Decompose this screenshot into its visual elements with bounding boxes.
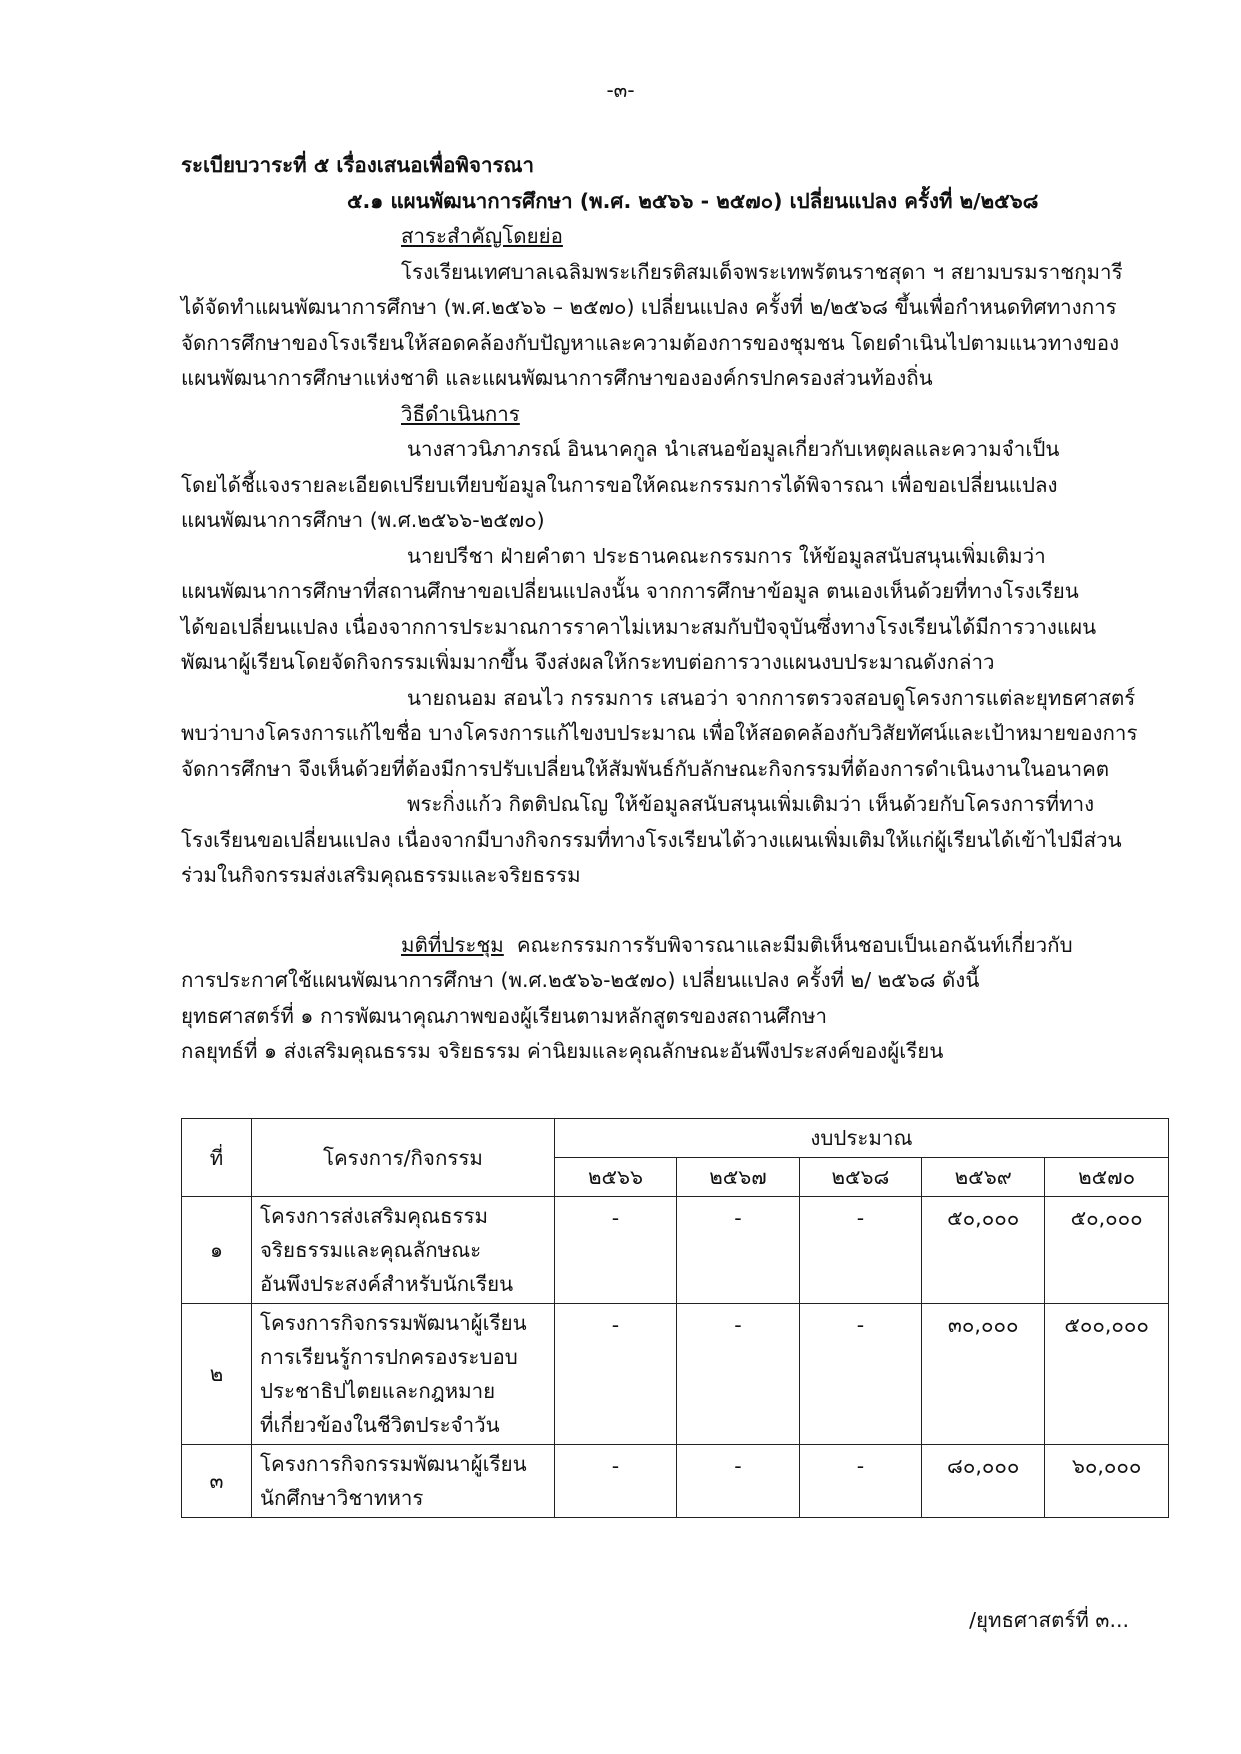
agenda-heading: ระเบียบวาระที่ ๕ เรื่องเสนอเพื่อพิจารณา	[181, 153, 535, 177]
table-header-row	[182, 1119, 1169, 1158]
procedure-line: โรงเรียนขอเปลี่ยนแปลง เนื่องจากมีบางกิจกรรมที่ทางโรงเรียนได้วางแผนเพิ่มเติมให้แก่ผู้เรียนได้เข้าไปมีส่วน	[181, 827, 1122, 852]
resolution-paragraph	[181, 928, 1141, 1070]
table-row	[182, 1197, 1169, 1304]
tactic-line: กลยุทธ์ที่ ๑ ส่งเสริมคุณธรรม จริยธรรม ค่านิยมและคุณลักษณะอันพึงประสงค์ของผู้เรียน	[181, 1039, 944, 1063]
procedure-line: โดยได้ชี้แจงรายละเอียดเปรียบเทียบข้อมูลในการขอให้คณะกรรมการได้พิจารณา เพื่อขอเปลี่ยนแปลง	[181, 472, 1058, 497]
header-year: ๒๕๖๗	[677, 1158, 800, 1197]
budget-cell: ๕๐,๐๐๐	[922, 1197, 1045, 1304]
procedure-line: แผนพัฒนาการศึกษา (พ.ศ.๒๕๖๖-๒๕๗๐)	[181, 508, 545, 532]
budget-cell: -	[799, 1304, 922, 1445]
summary-paragraph	[181, 255, 1141, 397]
table-row	[182, 1304, 1169, 1445]
table-row	[182, 1445, 1169, 1518]
procedure-line: นางสาวนิภาภรณ์ อินนาคกูล นำเสนอข้อมูลเกี่ยวกับเหตุผลและความจำเป็น	[407, 437, 1060, 461]
project-line: นักศึกษาวิชาทหาร	[260, 1486, 424, 1510]
project-line: การเรียนรู้การปกครองระบอบ	[260, 1345, 518, 1369]
budget-table	[181, 1118, 1169, 1518]
procedure-line: นายถนอม สอนไว กรรมการ เสนอว่า จากการตรวจสอบดูโครงการแต่ละยุทธศาสตร์	[407, 685, 1136, 710]
header-no: ที่	[182, 1119, 252, 1197]
procedure-line: พัฒนาผู้เรียนโดยจัดกิจกรรมเพิ่มมากขึ้น จึงส่งผลให้กระทบต่อการวางแผนงบประมาณดังกล่าว	[181, 650, 995, 674]
procedure-line: นายปรีชา ฝ่ายคำตา ประธานคณะกรรมการ ให้ข้อมูลสนับสนุนเพิ่มเติมว่า	[407, 543, 1046, 568]
next-page-continuation: /ยุทธศาสตร์ที่ ๓...	[969, 1608, 1129, 1632]
budget-cell: ๖๐,๐๐๐	[1045, 1445, 1169, 1518]
budget-cell: -	[554, 1197, 676, 1304]
header-project: โครงการ/กิจกรรม	[252, 1119, 555, 1197]
project-line: โครงการกิจกรรมพัฒนาผู้เรียน	[260, 1311, 527, 1335]
document-body	[181, 148, 1141, 1070]
summary-line: แผนพัฒนาการศึกษาแห่งชาติ และแผนพัฒนาการศึกษาขององค์กรปกครองส่วนท้องถิ่น	[181, 366, 933, 390]
header-year: ๒๕๖๙	[922, 1158, 1045, 1197]
project-cell	[252, 1304, 555, 1445]
procedure-paragraph	[181, 432, 1141, 539]
summary-line: ได้จัดทำแผนพัฒนาการศึกษา (พ.ศ.๒๕๖๖ – ๒๕๗๐) เปลี่ยนแปลง ครั้งที่ ๒/๒๕๖๘ ขึ้นเพื่อกำหนดทิศทางการ	[181, 295, 1117, 319]
header-year: ๒๕๖๘	[799, 1158, 922, 1197]
budget-cell: -	[554, 1304, 676, 1445]
budget-cell: ๓๐,๐๐๐	[922, 1304, 1045, 1445]
summary-line: โรงเรียนเทศบาลเฉลิมพระเกียรติสมเด็จพระเทพรัตนราชสุดา ฯ สยามบรมราชกุมารี	[401, 259, 1123, 284]
page-number: -๓-	[606, 78, 635, 102]
budget-cell: -	[554, 1445, 676, 1518]
strategy-line: ยุทธศาสตร์ที่ ๑ การพัฒนาคุณภาพของผู้เรียนตามหลักสูตรของสถานศึกษา	[181, 1003, 828, 1028]
project-line: อันพึงประสงค์สำหรับนักเรียน	[260, 1272, 514, 1296]
budget-cell: ๕๐,๐๐๐	[1045, 1197, 1169, 1304]
row-number: ๒	[182, 1304, 252, 1445]
resolution-line: การประกาศใช้แผนพัฒนาการศึกษา (พ.ศ.๒๕๖๖-๒๕๗๐) เปลี่ยนแปลง ครั้งที่ ๒/ ๒๕๖๘ ดังนี้	[181, 968, 980, 992]
procedure-paragraph	[181, 787, 1141, 894]
budget-cell: -	[799, 1197, 922, 1304]
summary-label: สาระสำคัญโดยย่อ	[401, 224, 563, 248]
budget-cell: -	[799, 1445, 922, 1518]
procedure-line: พระกิ่งแก้ว กิตติปณโญ ให้ข้อมูลสนับสนุนเพิ่มเติมว่า เห็นด้วยกับโครงการที่ทาง	[407, 792, 1095, 816]
header-budget: งบประมาณ	[554, 1119, 1168, 1158]
procedure-paragraph	[181, 539, 1141, 681]
paragraph-gap	[181, 894, 1141, 928]
summary-label-line	[181, 219, 1141, 255]
procedure-line: ร่วมในกิจกรรมส่งเสริมคุณธรรมและจริยธรรม	[181, 863, 581, 887]
procedure-label-line	[181, 397, 1141, 433]
procedure-line: ได้ขอเปลี่ยนแปลง เนื่องจากการประมาณการราคาไม่เหมาะสมกับปัจจุบันซึ่งทางโรงเรียนได้มีการวางแผน	[181, 614, 1097, 639]
budget-cell: -	[677, 1197, 800, 1304]
project-line: โครงการกิจกรรมพัฒนาผู้เรียน	[260, 1452, 527, 1476]
procedure-paragraph	[181, 681, 1141, 788]
resolution-label: มติที่ประชุม	[401, 932, 504, 957]
procedure-line: จัดการศึกษา จึงเห็นด้วยที่ต้องมีการปรับเปลี่ยนให้สัมพันธ์กับลักษณะกิจกรรมที่ต้องการดำเนินงานในอนาคต	[181, 756, 1110, 781]
project-line: จริยธรรมและคุณลักษณะ	[260, 1238, 482, 1262]
budget-cell: ๘๐,๐๐๐	[922, 1445, 1045, 1518]
row-number: ๓	[182, 1445, 252, 1518]
row-number: ๑	[182, 1197, 252, 1304]
project-line: ประชาธิปไตยและกฎหมาย	[260, 1379, 496, 1403]
budget-cell: ๕๐๐,๐๐๐	[1045, 1304, 1169, 1445]
budget-cell: -	[677, 1445, 800, 1518]
resolution-first-line	[181, 928, 1141, 964]
header-year: ๒๕๗๐	[1045, 1158, 1169, 1197]
item-heading: ๕.๑ แผนพัฒนาการศึกษา (พ.ศ. ๒๕๖๖ - ๒๕๗๐) เปลี่ยนแปลง ครั้งที่ ๒/๒๕๖๘	[347, 188, 1039, 213]
project-cell	[252, 1445, 555, 1518]
procedure-label: วิธีดำเนินการ	[401, 401, 520, 426]
project-line: ที่เกี่ยวข้องในชีวิตประจำวัน	[260, 1413, 500, 1437]
resolution-text: คณะกรรมการรับพิจารณาและมีมติเห็นชอบเป็นเอกฉันท์เกี่ยวกับ	[503, 932, 1073, 957]
summary-line: จัดการศึกษาของโรงเรียนให้สอดคล้องกับปัญหาและความต้องการของชุมชน โดยดำเนินไปตามแนวทางของ	[181, 330, 1120, 355]
budget-cell: -	[677, 1304, 800, 1445]
procedure-line: แผนพัฒนาการศึกษาที่สถานศึกษาขอเปลี่ยนแปลงนั้น จากการศึกษาข้อมูล ตนเองเห็นด้วยที่ทางโรงเรียน	[181, 579, 1079, 603]
project-line: โครงการส่งเสริมคุณธรรม	[260, 1204, 489, 1228]
header-year: ๒๕๖๖	[554, 1158, 676, 1197]
project-cell	[252, 1197, 555, 1304]
procedure-line: พบว่าบางโครงการแก้ไขชื่อ บางโครงการแก้ไขงบประมาณ เพื่อให้สอดคล้องกับวิสัยทัศน์และเป้าหมายของการ	[181, 721, 1138, 745]
